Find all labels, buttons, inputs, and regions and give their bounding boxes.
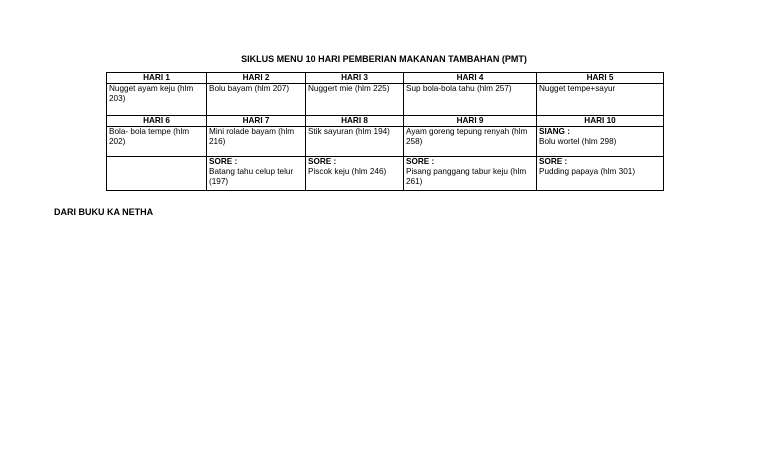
table-row xyxy=(107,157,664,191)
menu-text: Batang tahu celup telur (197) xyxy=(209,167,294,186)
sore-label: SORE : xyxy=(308,157,337,166)
day-header: HARI 5 xyxy=(537,73,664,84)
menu-cell: Sup bola-bola tahu (hlm 257) xyxy=(404,84,537,116)
day-header: HARI 10 xyxy=(537,116,664,127)
menu-cell: Stik sayuran (hlm 194) xyxy=(306,127,404,157)
menu-cell xyxy=(207,157,306,191)
menu-cell xyxy=(537,127,664,157)
day-header: HARI 8 xyxy=(306,116,404,127)
menu-text: Bolu wortel (hlm 298) xyxy=(539,137,617,146)
sore-label: SORE : xyxy=(539,157,568,166)
table-header-row xyxy=(107,73,664,84)
menu-text: Piscok keju (hlm 246) xyxy=(308,167,387,176)
menu-cell: Nuggert mie (hlm 225) xyxy=(306,84,404,116)
day-header: HARI 3 xyxy=(306,73,404,84)
menu-cell xyxy=(404,157,537,191)
menu-cell xyxy=(107,157,207,191)
menu-text: Pisang panggang tabur keju (hlm 261) xyxy=(406,167,527,186)
menu-text: Pudding papaya (hlm 301) xyxy=(539,167,636,176)
menu-cell: Nugget tempe+sayur xyxy=(537,84,664,116)
day-header: HARI 7 xyxy=(207,116,306,127)
day-header: HARI 2 xyxy=(207,73,306,84)
day-header: HARI 4 xyxy=(404,73,537,84)
menu-cell xyxy=(537,157,664,191)
day-header: HARI 9 xyxy=(404,116,537,127)
table-row xyxy=(107,84,664,116)
sore-label: SORE : xyxy=(406,157,435,166)
menu-cell: Mini rolade bayam (hlm 216) xyxy=(207,127,306,157)
menu-cell: Bolu bayam (hlm 207) xyxy=(207,84,306,116)
day-header: HARI 1 xyxy=(107,73,207,84)
sore-label: SORE : xyxy=(209,157,238,166)
menu-cycle-table xyxy=(106,72,664,191)
menu-cell xyxy=(306,157,404,191)
day-header: HARI 6 xyxy=(107,116,207,127)
menu-cell: Ayam goreng tepung renyah (hlm 258) xyxy=(404,127,537,157)
source-note: DARI BUKU KA NETHA xyxy=(54,207,154,217)
menu-cell: Bola- bola tempe (hlm 202) xyxy=(107,127,207,157)
table-row xyxy=(107,127,664,157)
table-header-row xyxy=(107,116,664,127)
document-title: SIKLUS MENU 10 HARI PEMBERIAN MAKANAN TAMBAHAN (PMT) xyxy=(241,54,527,64)
menu-cell: Nugget ayam keju (hlm 203) xyxy=(107,84,207,116)
siang-label: SIANG : xyxy=(539,127,570,136)
